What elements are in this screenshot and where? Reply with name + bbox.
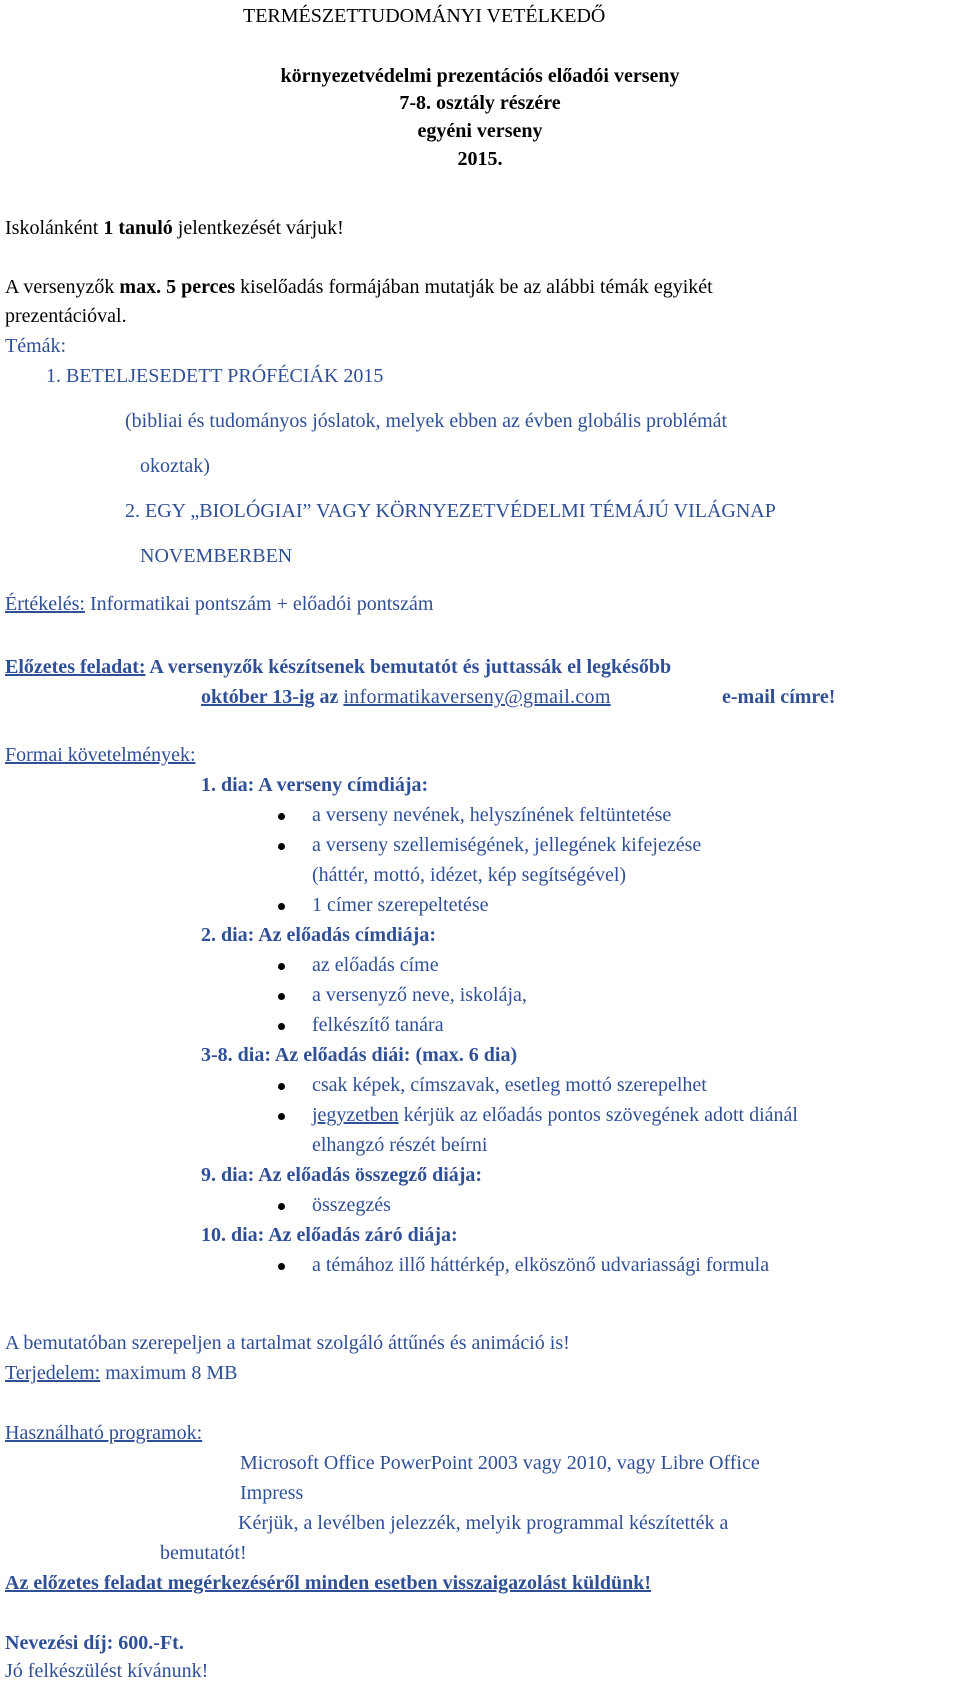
bullet-icon — [278, 1113, 285, 1120]
slide-1-item-2: a verseny szellemiségének, jellegének kifejezése — [312, 834, 702, 856]
confirmation-note: Az előzetes feladat megérkezéséről minden esetben visszaigazolást küldünk! — [5, 1572, 652, 1594]
slide-10-item-1: a témához illő háttérkép, elköszönő udvariassági formula — [312, 1254, 770, 1276]
slide-1-heading: 1. dia: A verseny címdiája: — [201, 774, 429, 796]
programs-line-3: Kérjük, a levélben jelezzék, melyik programmal készítették a — [238, 1512, 729, 1534]
bullet-icon — [278, 813, 285, 820]
competition-type: egyéni verseny — [417, 120, 543, 142]
topic-1: 1. BETELJESEDETT PRÓFÉCIÁK 2015 — [46, 365, 384, 387]
grade-line: 7-8. osztály részére — [399, 92, 561, 114]
slide-2-heading: 2. dia: Az előadás címdiája: — [201, 924, 436, 946]
slide-2-item-2: a versenyző neve, iskolája, — [312, 984, 527, 1006]
programs-line-1: Microsoft Office PowerPoint 2003 vagy 2010, vagy Libre Office — [240, 1452, 760, 1474]
slides-3-8-item-2: jegyzetben kérjük az előadás pontos szövegének adott diánál — [312, 1104, 798, 1126]
closing-line: Jó felkészülést kívánunk! — [5, 1660, 209, 1682]
animation-note: A bemutatóban szerepeljen a tartalmat szolgáló áttűnés és animáció is! — [5, 1332, 570, 1354]
year: 2015. — [457, 148, 503, 170]
programs-label: Használható programok: — [5, 1422, 203, 1444]
slide-1-item-1: a verseny nevének, helyszínének feltüntetése — [312, 804, 672, 826]
slide-2-item-3: felkészítő tanára — [312, 1014, 444, 1036]
bullet-icon — [278, 1203, 285, 1210]
topic-1-description-cont: okoztak) — [140, 455, 210, 477]
email-suffix: e-mail címre! — [722, 686, 836, 708]
size-limit: Terjedelem: maximum 8 MB — [5, 1362, 238, 1384]
bullet-icon — [278, 963, 285, 970]
slide-10-heading: 10. dia: Az előadás záró diája: — [201, 1224, 458, 1246]
pretask: Előzetes feladat: A versenyzők készítsenek bemutatót és juttassák el legkésőbb — [5, 656, 672, 678]
slide-1-item-3: 1 címer szerepeltetése — [312, 894, 489, 916]
intro-paragraph-2-cont: prezentációval. — [5, 305, 127, 327]
pretask-deadline-line: október 13-ig az informatikaverseny@gmail.com — [201, 686, 611, 708]
topic-2: 2. EGY „BIOLÓGIAI” VAGY KÖRNYEZETVÉDELMI TÉMÁJÚ VILÁGNAP — [125, 500, 776, 522]
slide-1-item-2-cont: (háttér, mottó, idézet, kép segítségével) — [312, 864, 627, 886]
topics-label: Témák: — [5, 335, 67, 357]
slide-2-item-1: az előadás címe — [312, 954, 439, 976]
document-subtitle: környezetvédelmi prezentációs előadói verseny — [280, 65, 680, 87]
topic-2-cont: NOVEMBERBEN — [140, 545, 293, 567]
slides-3-8-item-1: csak képek, címszavak, esetleg mottó szerepelhet — [312, 1074, 707, 1096]
slide-9-heading: 9. dia: Az előadás összegző diája: — [201, 1164, 483, 1186]
slide-9-item-1: összegzés — [312, 1194, 391, 1216]
bullet-icon — [278, 993, 285, 1000]
programs-line-4: bemutatót! — [160, 1542, 247, 1564]
programs-line-2: Impress — [240, 1482, 304, 1504]
slides-3-8-item-2-cont: elhangzó részét beírni — [312, 1134, 488, 1156]
bullet-icon — [278, 903, 285, 910]
document-title: TERMÉSZETTUDOMÁNYI VETÉLKEDŐ — [243, 5, 606, 27]
intro-paragraph-1: Iskolánként 1 tanuló jelentkezését várjuk! — [5, 217, 344, 239]
bullet-icon — [278, 1083, 285, 1090]
email-link[interactable]: informatikaverseny@gmail.com — [343, 686, 611, 708]
bullet-icon — [278, 1263, 285, 1270]
bullet-icon — [278, 1023, 285, 1030]
slides-3-8-heading: 3-8. dia: Az előadás diái: (max. 6 dia) — [201, 1044, 518, 1066]
bullet-icon — [278, 843, 285, 850]
evaluation: Értékelés: Informatikai pontszám + előadói pontszám — [5, 593, 434, 615]
topic-1-description: (bibliai és tudományos jóslatok, melyek ebben az évben globális problémát — [125, 410, 728, 432]
entry-fee: Nevezési díj: 600.-Ft. — [5, 1632, 184, 1654]
formal-requirements-label: Formai követelmények: — [5, 744, 196, 766]
intro-paragraph-2: A versenyzők max. 5 perces kiselőadás formájában mutatják be az alábbi témák egyikét — [5, 276, 713, 298]
